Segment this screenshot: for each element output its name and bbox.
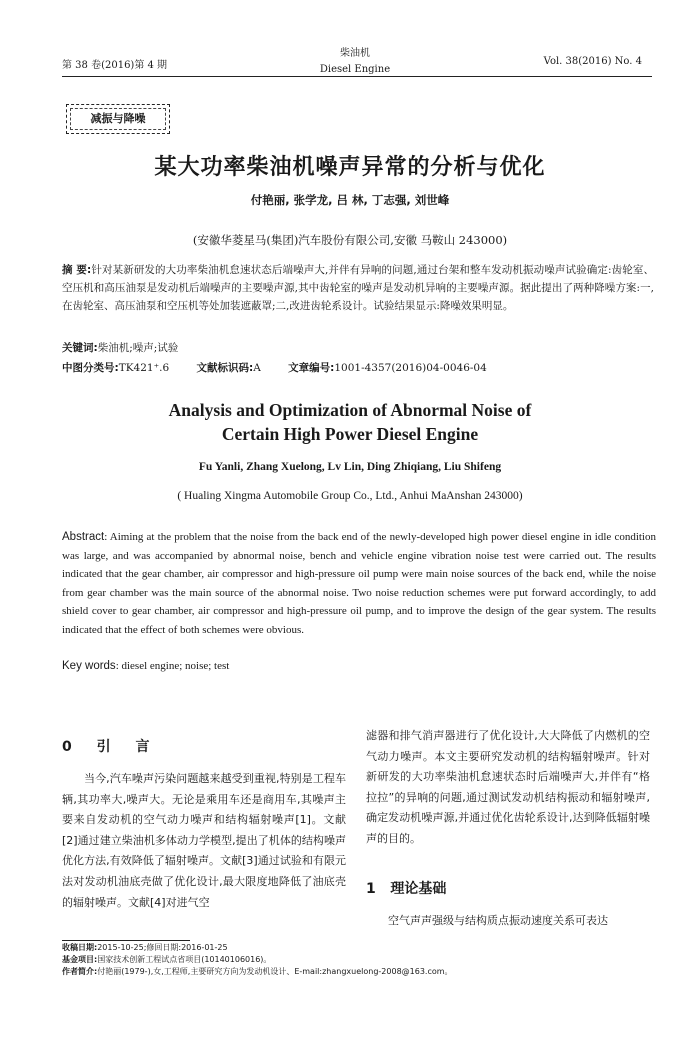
section-0-paragraph-left: 当今,汽车噪声污染问题越来越受到重视,特别是工程车辆,其功率大,噪声大。无论是乘用车还是商用车,其噪声主要来自发动机的空气动力噪声和结构辐射噪声[1]。文献[2]通过建立柴油机多体动力学模型,提出了机体的结构噪声优化方法,有效降低了辐射噪声。文献[3]通过试验和有限元法对发动机油底壳做了优化设计,最大限度地降低了油底壳的辐射噪声。文献[4]对进气空 [62, 772, 346, 909]
article-no-value: 1001-4357(2016)04-0046-04 [334, 362, 487, 374]
keywords-cn-label: 关键词: [62, 342, 98, 354]
doc-code-value: A [253, 362, 261, 374]
classification-line [62, 360, 662, 375]
abstract-cn-text: 针对某新研发的大功率柴油机怠速状态后端噪声大,并伴有异响的问题,通过台架和整车发动机振动噪声试验确定:齿轮室、空压机和高压油泵是发动机后端噪声的主要噪声源,其中齿轮室的噪声是发动机异响的主要噪声源。据此提出了两种降噪方案:一,在齿轮室、高压油泵和空压机等处加装遮蔽罩;二,改进齿轮系设计。试验结果显示:降噪效果明显。 [62, 264, 654, 312]
keywords-en [62, 660, 656, 672]
header-rule [62, 76, 652, 77]
keywords-cn [62, 340, 654, 355]
affiliation-en: ( Hualing Xingma Automobile Group Co., Ltd., Anhui MaAnshan 243000) [177, 490, 523, 502]
journal-name-cn: 柴油机 [340, 48, 370, 59]
keywords-en-text: : diesel engine; noise; test [115, 660, 230, 672]
section-0-number: 0 [62, 739, 82, 755]
abstract-cn [62, 262, 654, 315]
footnote-received: 收稿日期:2015-10-25;修回日期:2016-01-25 [62, 943, 228, 952]
issue-info-en: Vol. 38(2016) No. 4 [543, 56, 642, 67]
keywords-cn-text: 柴油机;噪声;试验 [97, 342, 179, 354]
authors-cn: 付艳丽, 张学龙, 吕 林, 丁志强, 刘世峰 [250, 193, 450, 207]
footnote-rule [62, 940, 190, 941]
abstract-cn-label: 摘 要: [62, 264, 92, 276]
section-1-title: 理论基础 [390, 881, 447, 897]
section-0-title: 引 言 [96, 739, 160, 755]
footnotes [62, 942, 662, 978]
title-en [0, 398, 700, 446]
affiliation-cn: (安徽华菱星马(集团)汽车股份有限公司,安徽 马鞍山 243000) [192, 233, 508, 247]
abstract-en-label: Abstract [62, 531, 105, 543]
authors-en: Fu Yanli, Zhang Xuelong, Lv Lin, Ding Zhiqiang, Liu Shifeng [198, 461, 502, 473]
abstract-en-text: : Aiming at the problem that the noise from the back end of the newly-developed high power diesel engine in idle condition was large, and was accompanied by abnormal noise, bench and vehicle engine vibration noise test were carried out. The results indicated that the gear chamber, air compressor and high-pressure oil pump were main noise sources of the back end, while the noise from gear chamber was the main source of the abnormal noise. Two noise reduction schemes were put forward accordingly, to add shield cover to gear chamber, air compressor and high-pressure oil pump, and to improve the design of the gear system. The results indicated that the effect of both schemes were obvious. [62, 531, 656, 636]
section-0-paragraph-right: 滤器和排气消声器进行了优化设计,大大降低了内燃机的空气动力噪声。本文主要研究发动机的结构辐射噪声。针对新研发的大功率柴油机怠速状态时后端噪声大,并伴有“格拉拉”的异响的问题,通过测试发动机结构振动和辐射噪声,确定发动机噪声源,并通过优化齿轮系设计,达到降低辐射噪声的目的。 [366, 729, 650, 845]
section-tag: 减振与降噪 [70, 108, 166, 130]
keywords-en-label: Key words [62, 660, 116, 672]
footnote-author: 作者简介:付艳丽(1979-),女,工程师,主要研究方向为发动机设计、E-mail:zhangxuelong-2008@163.com。 [62, 967, 453, 976]
abstract-en [62, 528, 656, 640]
title-en-line2: Certain High Power Diesel Engine [221, 424, 479, 444]
article-no-label: 文章编号: [288, 362, 335, 374]
clc-label: 中图分类号: [62, 362, 119, 374]
footnote-fund: 基金项目:国家技术创新工程试点省项目(10140106016)。 [62, 955, 272, 964]
issue-info: 第 38 卷(2016)第 4 期 [62, 60, 168, 71]
title-en-line1: Analysis and Optimization of Abnormal Noise of [168, 400, 532, 420]
section-1-number: 1 [366, 881, 376, 897]
title-cn: 某大功率柴油机噪声异常的分析与优化 [154, 155, 546, 180]
doc-code-label: 文献标识码: [196, 362, 254, 374]
journal-name-en: Diesel Engine [319, 64, 391, 75]
clc-value: TK421⁺.6 [118, 362, 170, 374]
journal-name [300, 46, 410, 78]
section-0-heading [62, 736, 160, 756]
section-1-paragraph: 空气声声强级与结构质点振动速度关系可表达 [388, 914, 608, 927]
section-1-heading [366, 878, 446, 898]
